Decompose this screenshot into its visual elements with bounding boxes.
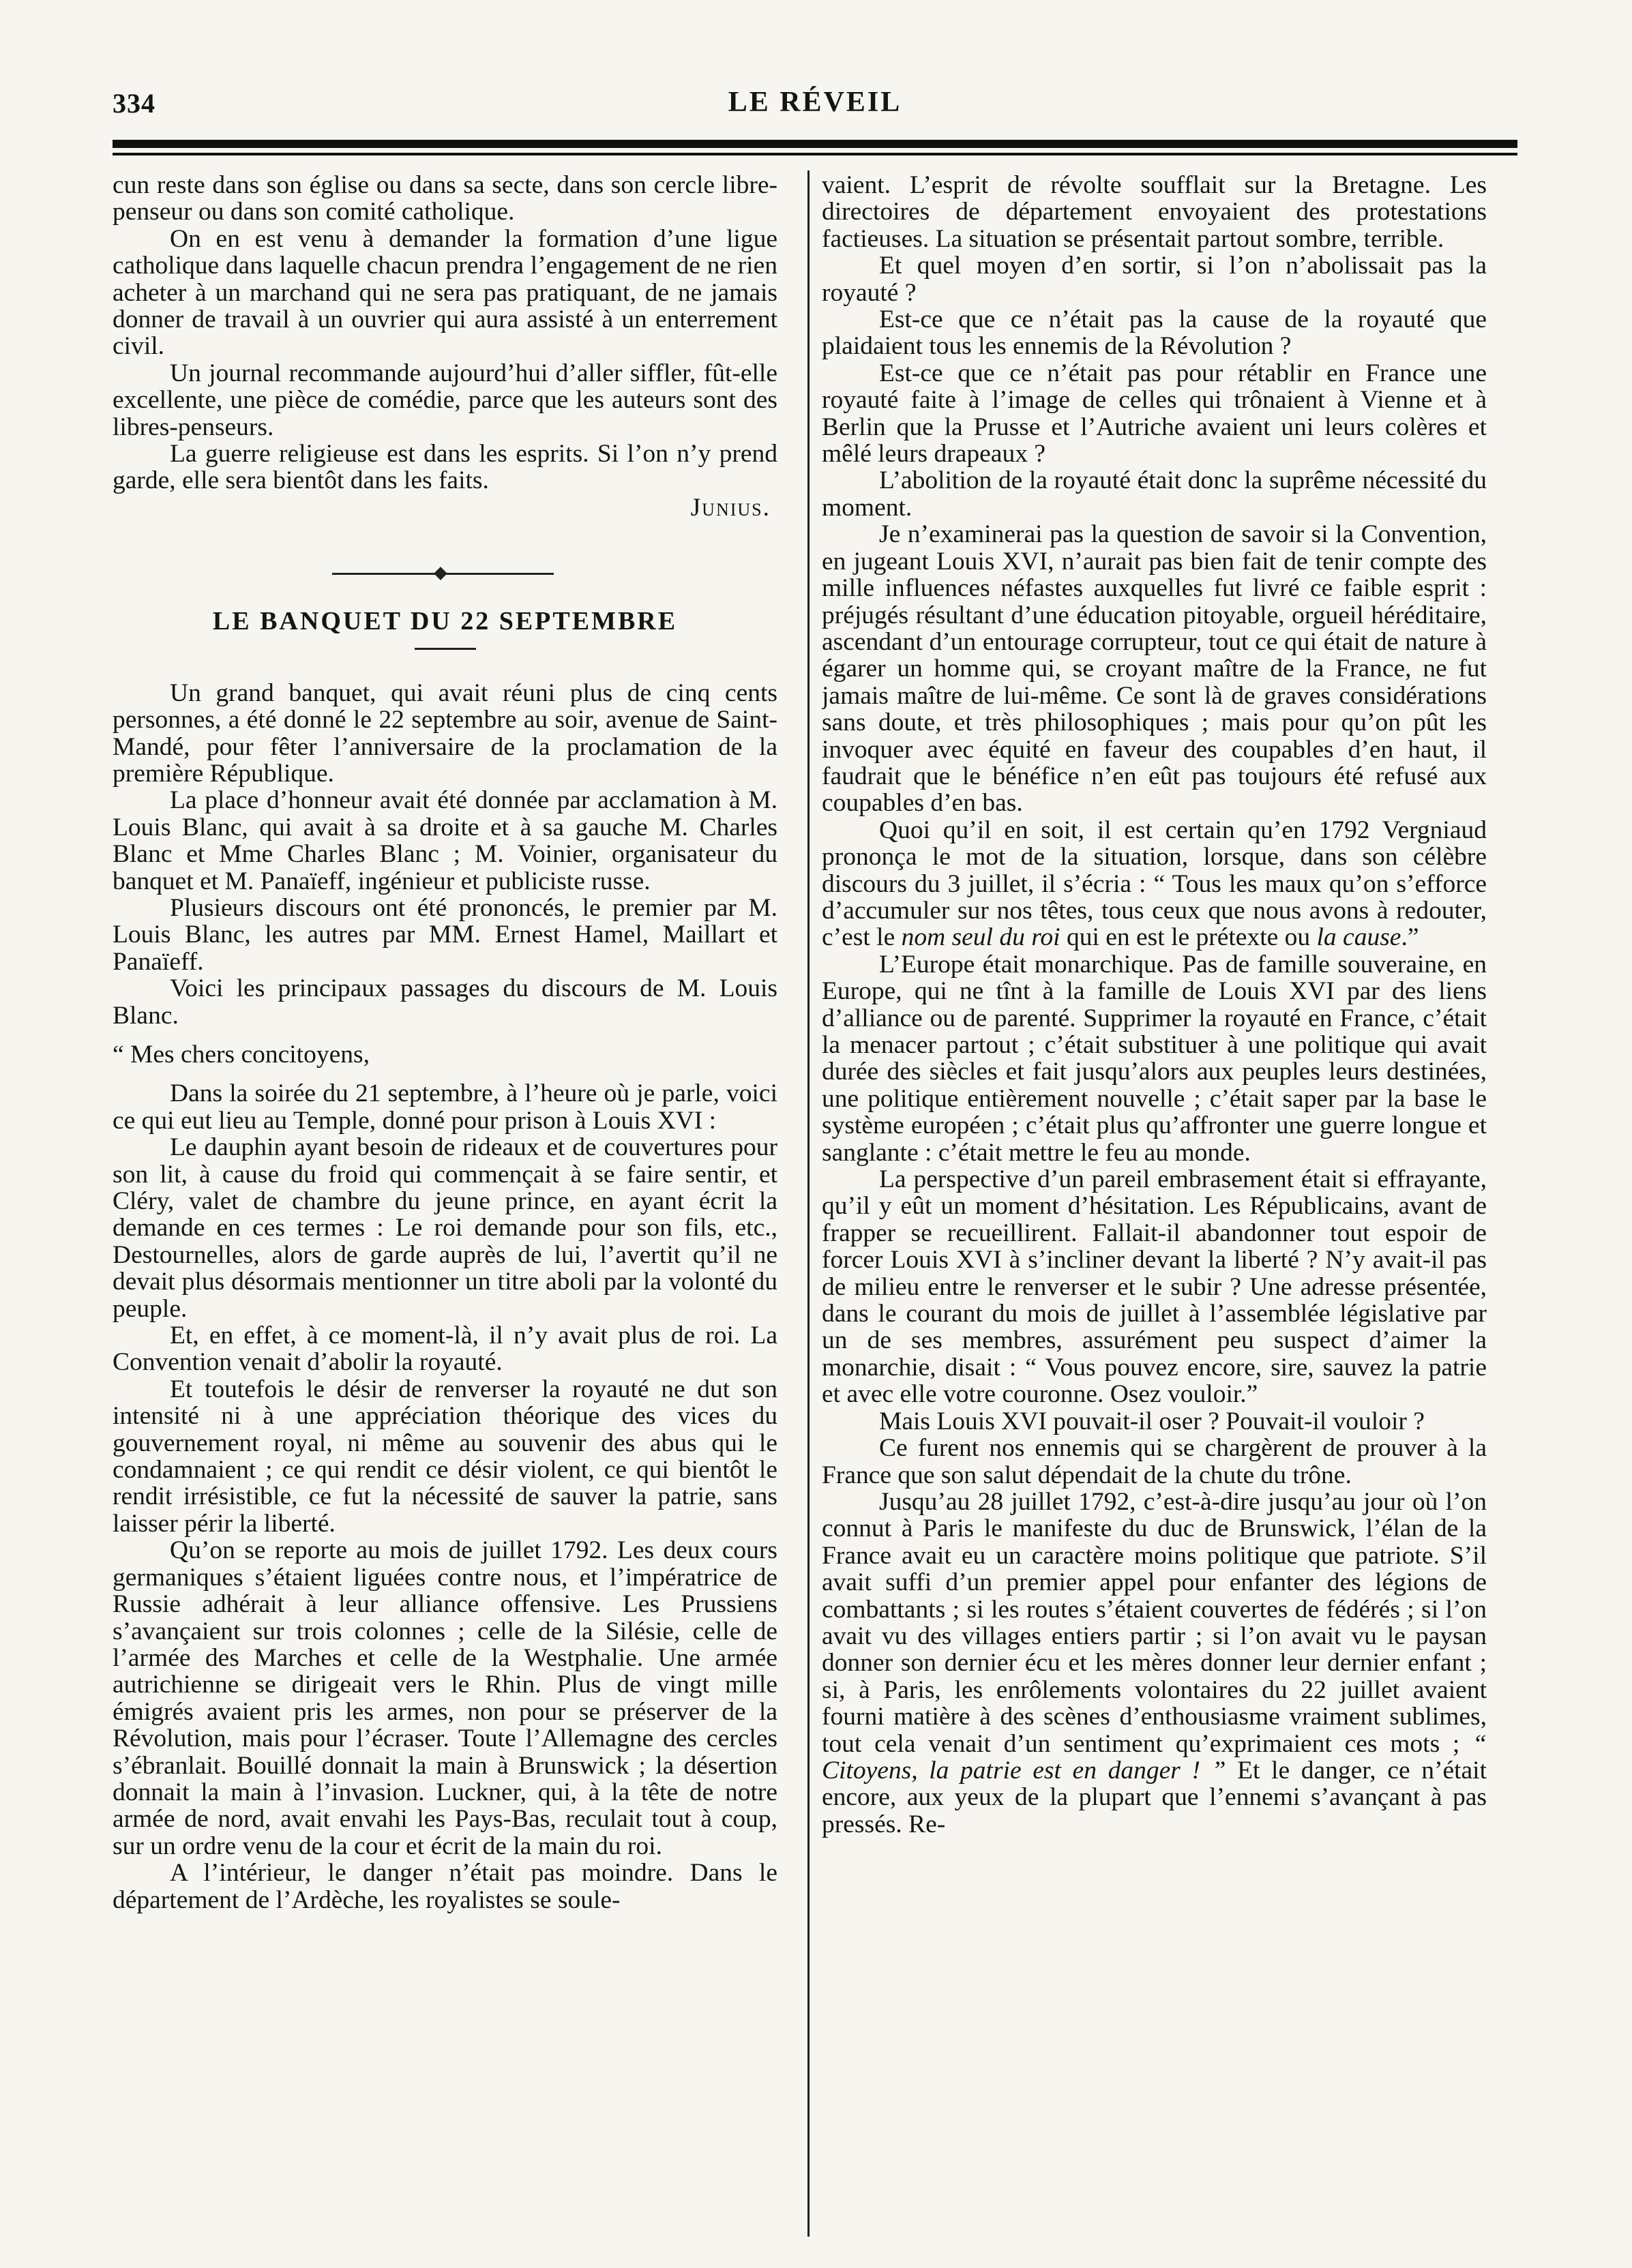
- paragraph: Est-ce que ce n’était pas la cause de la royauté que plaidaient tous les ennemis de la Révolution ?: [822, 305, 1487, 361]
- paragraph-closing: [822, 1489, 1487, 1838]
- speech-salutation: “ Mes chers concitoyens,: [113, 1040, 370, 1069]
- paragraph: A l’intérieur, le danger n’était pas moindre. Dans le département de l’Ardèche, les royalistes se soule-: [113, 1859, 777, 1914]
- header-rule-thin: [113, 153, 1517, 155]
- paragraph: Ce furent nos ennemis qui se chargèrent de prouver à la France que son salut dépendait de la chute du trône.: [822, 1434, 1487, 1489]
- page-header: [113, 80, 1517, 135]
- page-number: 334: [113, 88, 155, 119]
- paragraph: Est-ce que ce n’était pas pour rétablir en France une royauté faite à l’image de celles qui trônaient à Vienne et à Berlin que la Prusse et l’Autriche avaient uni leurs colères et mêlé leurs drapeaux ?: [822, 359, 1487, 468]
- paragraph: L’Europe était monarchique. Pas de famille souveraine, en Europe, qui ne tînt à la famille de Louis XVI par des liens d’alliance ou de parenté. Supprimer la royauté en France, c’était la menacer partout ; c’était substituer à une politique qui avait durée des siècles et fait jusqu’alors aux peuples leurs destinées, une politique entièrement nouvelle ; c’était saper par la base le système européen ; c’était plus qu’affronter une guerre longue et sanglante : c’était mettre le feu au monde.: [822, 950, 1487, 1167]
- paragraph: Le dauphin ayant besoin de rideaux et de couvertures pour son lit, à cause du froid qui commençait à se faire sentir, et Cléry, valet de chambre du jeune prince, en ayant écrit la demande en ces termes : Le roi demande pour son fils, etc., Destournelles, alors de garde auprès de lui, l’avertit qu’il ne devait plus désormais mentionner un titre aboli par la volonté du peuple.: [113, 1133, 777, 1323]
- paragraph: La guerre religieuse est dans les esprits. Si l’on n’y prend garde, elle sera bientôt dans les faits.: [113, 440, 777, 495]
- paragraph: Et toutefois le désir de renverser la royauté ne dut son intensité ni à une appréciation théorique des vices du gouvernement royal, ni même au souvenir des abus qui le condamnaient ; ce qui rendit ce désir violent, ce qui bientôt le rendit irrésistible, ce fut la nécessité de sauver la patrie, sans laisser périr la liberté.: [113, 1375, 777, 1538]
- text-run: Quoi qu’il en soit, il est certain qu’en 1792 Vergniaud prononça le mot de la situation, lorsque, dans son célèbre discours du 3 juillet, il s’écria : “ Tous les maux qu’on s’efforce d’accumuler sur nos têtes, tous ceux que nous avons à redouter, c’est le: [822, 816, 1487, 952]
- paragraph: Et, en effet, à ce moment-là, il n’y avait plus de roi. La Convention venait d’abolir la royauté.: [113, 1322, 777, 1377]
- journal-title: LE RÉVEIL: [728, 87, 902, 118]
- paragraph: Un journal recommande aujourd’hui d’aller siffler, fût-elle excellente, une pièce de comédie, parce que les auteurs sont des libres-penseurs.: [113, 359, 777, 441]
- italic-run: la cause: [1316, 923, 1401, 952]
- author-signature: Junius.: [690, 493, 771, 522]
- section-separator: [113, 521, 777, 601]
- paragraph: L’abolition de la royauté était donc la suprême nécessité du moment.: [822, 466, 1487, 522]
- left-column: [113, 172, 777, 2238]
- paragraph: cun reste dans son église ou dans sa secte, dans son cercle libre-penseur ou dans son comité catholique.: [113, 172, 777, 226]
- paragraph: Plusieurs discours ont été prononcés, le premier par M. Louis Blanc, les autres par MM. Ernest Hamel, Maillart et Panaïeff.: [113, 893, 777, 976]
- title-underline: [415, 648, 476, 650]
- text-run: Jusqu’au 28 juillet 1792, c’est-à-dire jusqu’au jour où l’on connut à Paris le manifeste du duc de Brunswick, l’élan de la France avait eu un caractère moins politique que patriote. S’il avait suffi d’un premier appel pour enfanter des légions de combattants ; si les routes s’étaient couvertes de fédérés ; si l’on avait vu des villages entiers partir ; si l’on avait vu le paysan donner son dernier écu et les mères donner leur dernier enfant ; si, à Paris, les enrôlements volontaires du 22 juillet avaient fourni matière à des scènes d’enthousiasme vraiment sublimes, tout cela venait d’un sentiment qu’exprimaient ces mots ;: [822, 1487, 1487, 1758]
- paragraph-vergniaud: [822, 817, 1487, 951]
- italic-run: nom seul du roi: [901, 923, 1060, 952]
- paragraph: Et quel moyen d’en sortir, si l’on n’abolissait pas la royauté ?: [822, 252, 1487, 307]
- text-run: .”: [1401, 923, 1419, 952]
- paragraph: Un grand banquet, qui avait réuni plus de cinq cents personnes, a été donné le 22 septembre au soir, avenue de Saint-Mandé, pour fêter l’anniversaire de la proclamation de la première République.: [113, 678, 777, 788]
- paragraph: On en est venu à demander la formation d’une ligue catholique dans laquelle chacun prendra l’engagement de ne rien acheter à un marchand qui ne sera pas pratiquant, de ne jamais donner de travail à un ouvrier qui aura assisté à un enterrement civil.: [113, 224, 777, 361]
- paragraph: vaient. L’esprit de révolte soufflait sur la Bretagne. Les directoires de département envoyaient des protestations factieuses. La situation se présentait partout sombre, terrible.: [822, 172, 1487, 253]
- header-rule-thick: [113, 140, 1517, 148]
- italic-run: “ Citoyens, la patrie est en danger ! ”: [822, 1729, 1487, 1785]
- text-run: Et le danger, ce n’était encore, aux yeux de la plupart que l’ennemi s’avançant à pas pressés. Re-: [822, 1756, 1487, 1838]
- paragraph: La perspective d’un pareil embrasement était si effrayante, qu’il y eût un moment d’hésitation. Les Républicains, avant de frapper se recueillirent. Fallait-il abandonner tout espoir de forcer Louis XVI à s’incliner devant la liberté ? N’y avait-il pas de milieu entre le renverser et le subir ? Une adresse présentée, dans le courant du mois de juillet à l’assemblée législative par un de ses membres, assurément peu suspect d’aimer la monarchie, disait : “ Vous pouvez encore, sire, sauvez la patrie et avec elle votre couronne. Osez vouloir.”: [822, 1165, 1487, 1409]
- paragraph: Qu’on se reporte au mois de juillet 1792. Les deux cours germaniques s’étaient liguées contre nous, et l’impératrice de Russie adhérait à leur alliance offensive. Les Prussiens s’avançaient sur trois colonnes ; celle de la Silésie, celle de l’armée des Marches et celle de la Westphalie. Une armée autrichienne se dirigeait vers le Rhin. Plus de vingt mille émigrés avaient pris les armes, non pour se préserver de la Révolution, mais pour l’écraser. Toute l’Allemagne des cercles s’ébranlait. Bouillé donnait la main à Brunswick ; la désertion donnait la main à l’invasion. Luckner, qui, à la tête de notre armée de nord, avait envahi les Pays-Bas, reculait tout à coup, sur un ordre venu de la cour et écrit de la main du roi.: [113, 1536, 777, 1860]
- separator-ornament: [434, 567, 447, 580]
- paragraph: Voici les principaux passages du discours de M. Louis Blanc.: [113, 974, 777, 1030]
- text-run: qui en est le prétexte ou: [1060, 923, 1317, 952]
- section-title: LE BANQUET DU 22 SEPTEMBRE: [212, 607, 678, 636]
- right-column: [822, 172, 1487, 2238]
- column-divider: [807, 170, 810, 2237]
- paragraph: Dans la soirée du 21 septembre, à l’heure où je parle, voici ce qui eut lieu au Temple, donné pour prison à Louis XVI :: [113, 1079, 777, 1135]
- paragraph: La place d’honneur avait été donnée par acclamation à M. Louis Blanc, qui avait à sa droite et à sa gauche M. Charles Blanc et Mme Charles Blanc ; M. Voinier, organisateur du banquet et M. Panaïeff, ingénieur et publiciste russe.: [113, 786, 777, 895]
- paragraph: Mais Louis XVI pouvait-il oser ? Pouvait-il vouloir ?: [879, 1407, 1425, 1435]
- paragraph: Je n’examinerai pas la question de savoir si la Convention, en jugeant Louis XVI, n’aurait pas bien fait de tenir compte des mille influences néfastes auxquelles fut livré ce faible esprit : préjugés résultant d’une éducation pitoyable, orgueil héréditaire, ascendant d’un entourage corrupteur, tout ce qui était de nature à égarer un homme qui, se croyant maître de la France, ne fut jamais maître de lui-même. Ce sont là de graves considérations sans doute, et très philosophiques ; mais pour qu’on pût les invoquer avec équité en faveur des coupables d’en haut, il faudrait que le bénéfice n’en eût pas toujours été refusé aux coupables d’en bas.: [822, 520, 1487, 818]
